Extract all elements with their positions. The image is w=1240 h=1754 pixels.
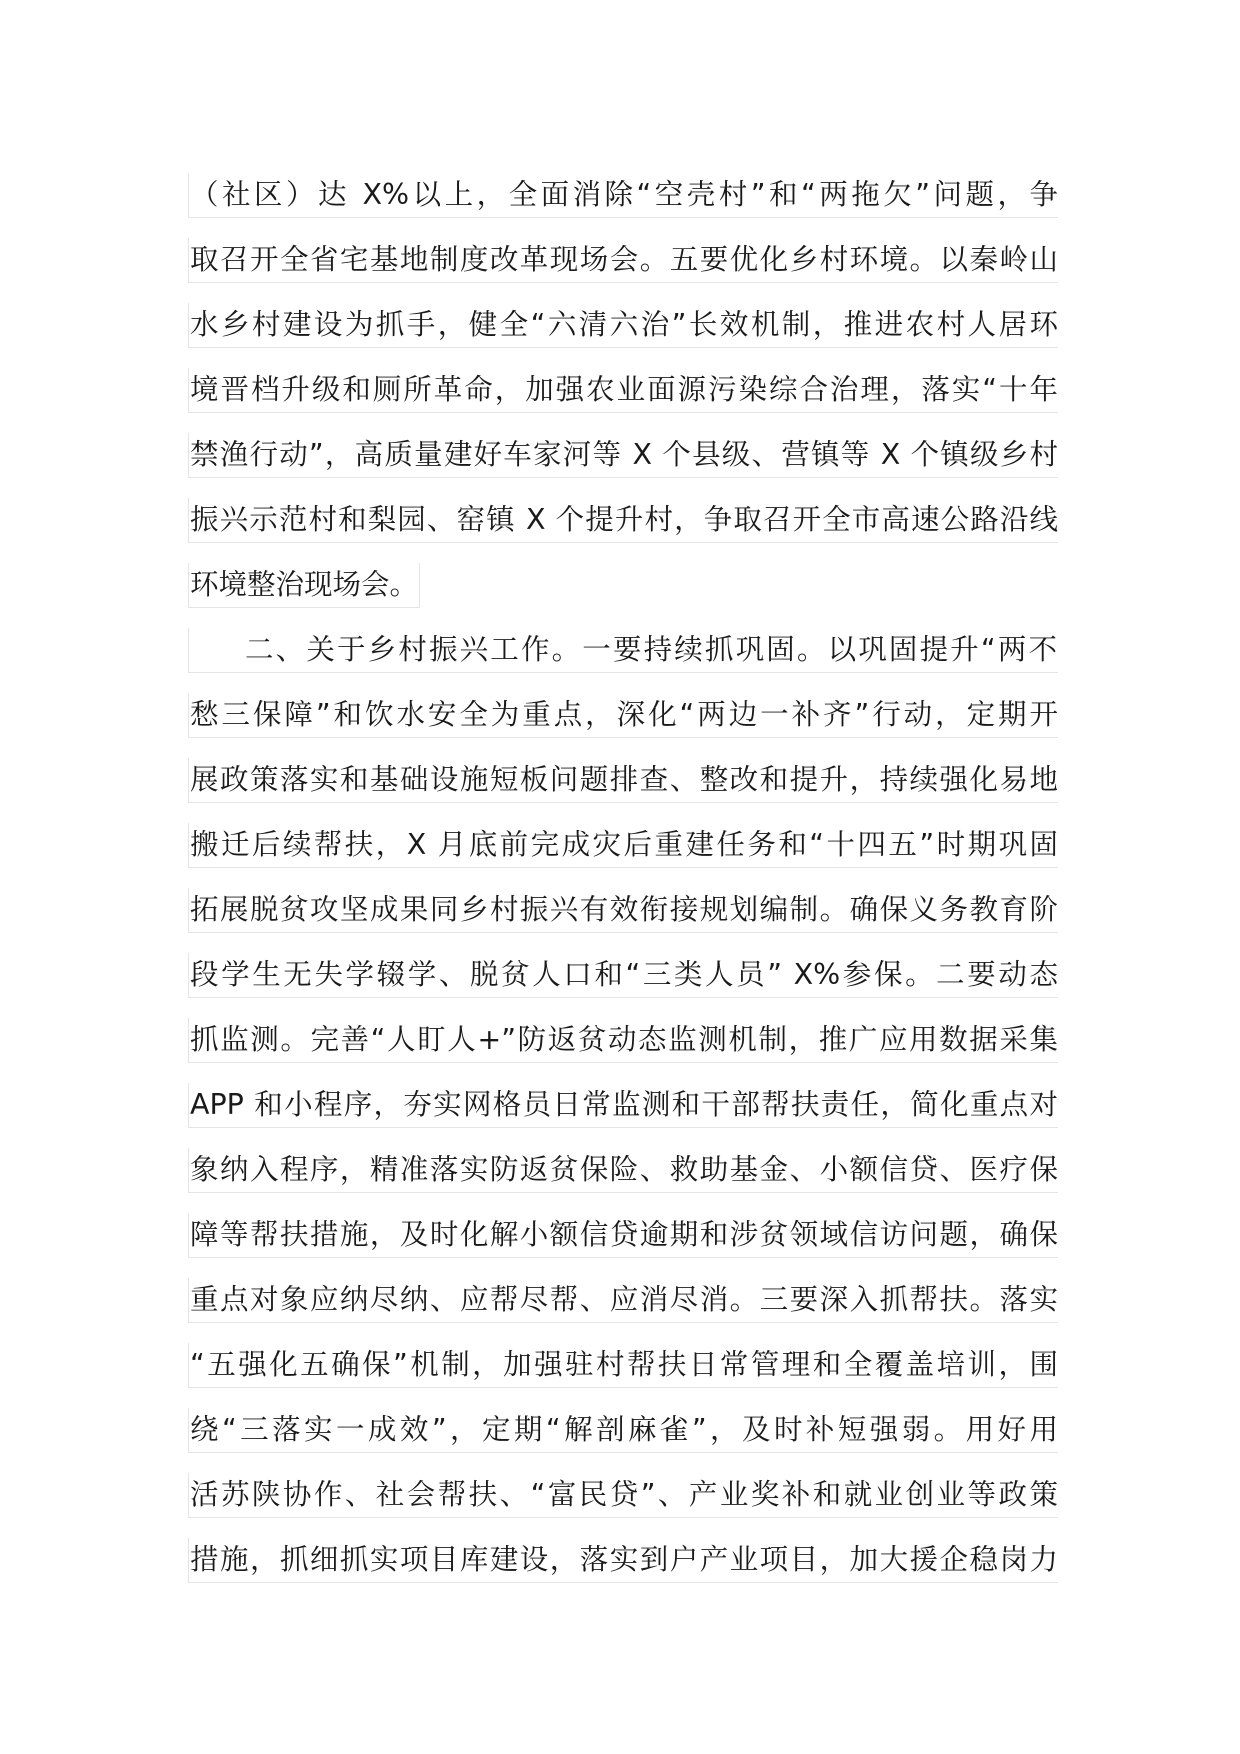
text-line: 愁三保障”和饮水安全为重点，深化“两边一补齐”行动，定期开 [188,686,1058,751]
text-line: 活苏陕协作、社会帮扶、“富民贷”、产业奖补和就业创业等政策 [188,1466,1058,1531]
text-line: 展政策落实和基础设施短板问题排查、整改和提升，持续强化易地 [188,751,1058,816]
text-line: 抓监测。完善“人盯人+”防返贫动态监测机制，推广应用数据采集 [188,1011,1058,1076]
text-line-paragraph-end: 环境整治现场会。 [188,556,1058,621]
text-line: 振兴示范村和梨园、窑镇 X 个提升村，争取召开全市高速公路沿线 [188,491,1058,556]
text-line: 禁渔行动”，高质量建好车家河等 X 个县级、营镇等 X 个镇级乡村 [188,426,1058,491]
section-heading-line: 二、关于乡村振兴工作。一要持续抓巩固。以巩固提升“两不 [188,621,1058,686]
text-line: 障等帮扶措施，及时化解小额信贷逾期和涉贫领域信访问题，确保 [188,1206,1058,1271]
body-text [188,166,1058,1596]
text-line: 段学生无失学辍学、脱贫人口和“三类人员” X%参保。二要动态 [188,946,1058,1011]
text-line: 搬迁后续帮扶，X 月底前完成灾后重建任务和“十四五”时期巩固 [188,816,1058,881]
text-line: APP 和小程序，夯实网格员日常监测和干部帮扶责任，简化重点对 [188,1076,1058,1141]
text-line: 绕“三落实一成效”，定期“解剖麻雀”，及时补短强弱。用好用 [188,1401,1058,1466]
text-line: 境晋档升级和厕所革命，加强农业面源污染综合治理，落实“十年 [188,361,1058,426]
text-line: 拓展脱贫攻坚成果同乡村振兴有效衔接规划编制。确保义务教育阶 [188,881,1058,946]
text-line: 水乡村建设为抓手，健全“六清六治”长效机制，推进农村人居环 [188,296,1058,361]
text-line: （社区）达 X%以上，全面消除“空壳村”和“两拖欠”问题，争 [188,166,1058,231]
text-line: “五强化五确保”机制，加强驻村帮扶日常管理和全覆盖培训，围 [188,1336,1058,1401]
text-line: 重点对象应纳尽纳、应帮尽帮、应消尽消。三要深入抓帮扶。落实 [188,1271,1058,1336]
text-line: 象纳入程序，精准落实防返贫保险、救助基金、小额信贷、医疗保 [188,1141,1058,1206]
text-line: 措施，抓细抓实项目库建设，落实到户产业项目，加大援企稳岗力 [188,1531,1058,1596]
text-line: 取召开全省宅基地制度改革现场会。五要优化乡村环境。以秦岭山 [188,231,1058,296]
